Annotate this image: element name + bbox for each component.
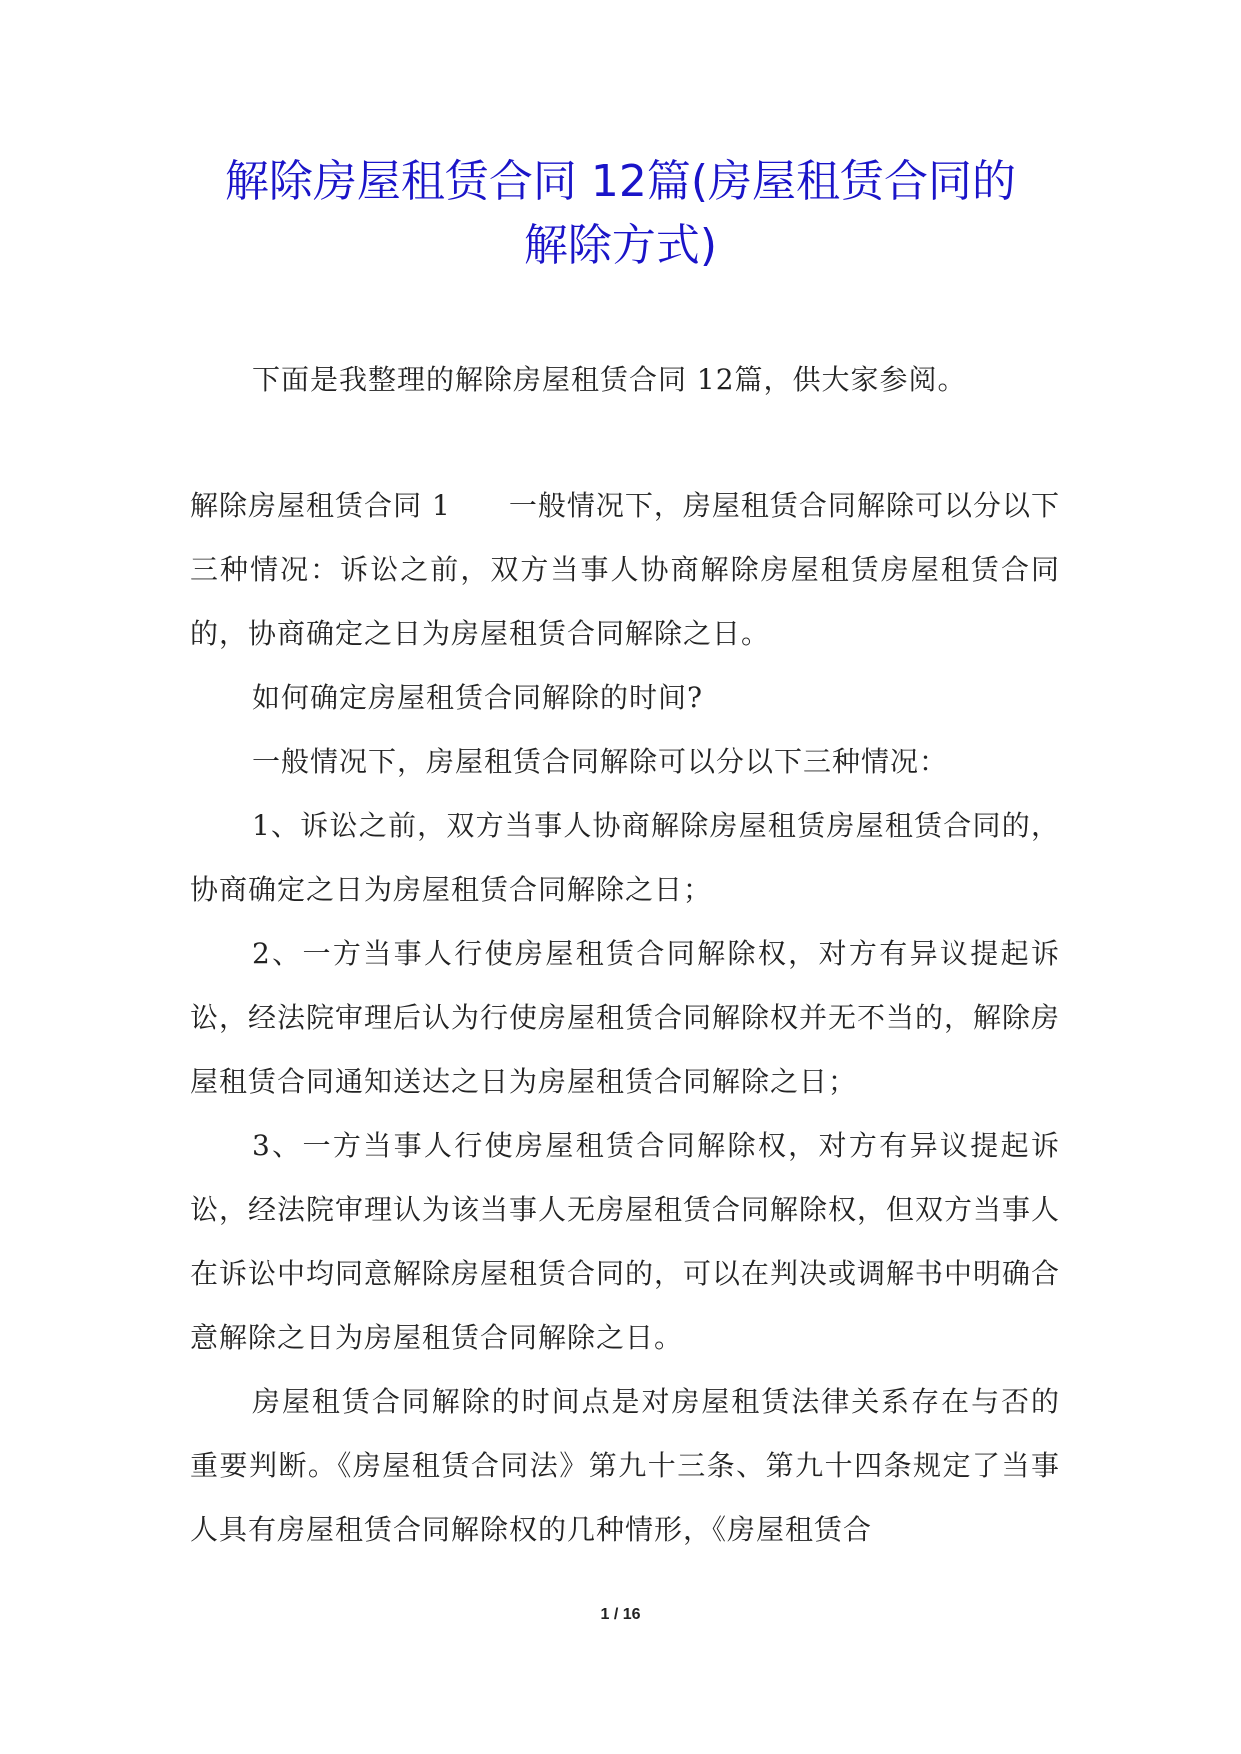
- paragraph-7: 房屋租赁合同解除的时间点是对房屋租赁法律关系存在与否的重要判断。《房屋租赁合同法》第九十三条、第九十四条规定了当事人具有房屋租赁合同解除权的几种情形，《房屋租赁合: [190, 1385, 1060, 1546]
- document-body: [190, 348, 1060, 1562]
- paragraph-1: 解除房屋租赁合同 1 一般情况下，房屋租赁合同解除可以分以下三种情况：诉讼之前，双方当事人协商解除房屋租赁房屋租赁合同的，协商确定之日为房屋租赁合同解除之日。: [190, 489, 1060, 650]
- paragraph-6: 3、一方当事人行使房屋租赁合同解除权，对方有异议提起诉讼，经法院审理认为该当事人无房屋租赁合同解除权，但双方当事人在诉讼中均同意解除房屋租赁合同的，可以在判决或调解书中明确合意解除之日为房屋租赁合同解除之日。: [190, 1129, 1061, 1354]
- title-line-2: 解除方式): [523, 220, 718, 271]
- document-title: [150, 150, 1091, 278]
- page-number: 1 / 16: [600, 1606, 641, 1623]
- paragraph-4: 1、诉讼之前，双方当事人协商解除房屋租赁房屋租赁合同的，协商确定之日为房屋租赁合同解除之日；: [190, 809, 1060, 906]
- paragraph-3: 一般情况下，房屋租赁合同解除可以分以下三种情况：: [252, 745, 949, 778]
- intro-paragraph: 下面是我整理的解除房屋租赁合同 12篇，供大家参阅。: [252, 363, 967, 396]
- title-line-1: 解除房屋租赁合同 12篇(房屋租赁合同的: [224, 156, 1017, 207]
- paragraph-2: 如何确定房屋租赁合同解除的时间?: [252, 681, 704, 714]
- paragraph-5: 2、一方当事人行使房屋租赁合同解除权，对方有异议提起诉讼，经法院审理后认为行使房屋租赁合同解除权并无不当的，解除房屋租赁合同通知送达之日为房屋租赁合同解除之日；: [190, 937, 1061, 1098]
